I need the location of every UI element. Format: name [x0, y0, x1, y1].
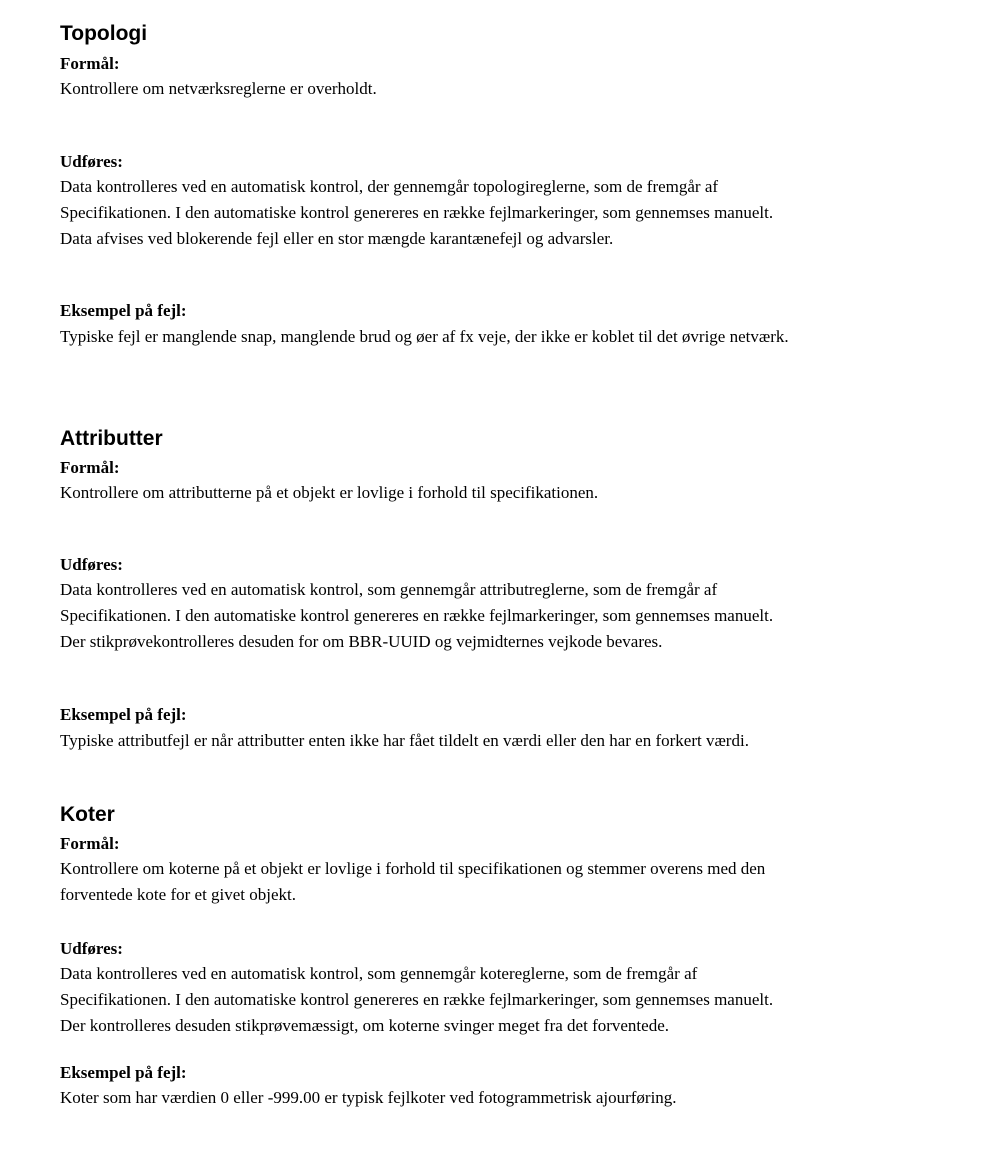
- udfoeres-label: Udføres:: [60, 555, 123, 574]
- section-heading-attributter: Attributter: [60, 427, 163, 450]
- eksempel-text: [60, 728, 960, 754]
- eksempel-label: Eksempel på fejl:: [60, 705, 187, 724]
- eksempel-label: Eksempel på fejl:: [60, 1063, 187, 1082]
- formaal-text: [60, 480, 960, 506]
- text-line: forventede kote for et givet objekt.: [60, 885, 297, 904]
- formaal-text: [60, 76, 960, 102]
- text-line: Data afvises ved blokerende fejl eller en stor mængde karantænefejl og advarsler.: [60, 229, 614, 248]
- formaal-label: Formål:: [60, 54, 120, 73]
- text-line: Typiske fejl er manglende snap, manglende brud og øer af fx veje, der ikke er koblet til det øvrige netværk.: [60, 327, 789, 346]
- text-line: Specifikationen. I den automatiske kontrol genereres en række fejlmarkeringer, som gennemses manuelt.: [60, 990, 774, 1009]
- formaal-label: Formål:: [60, 834, 120, 853]
- udfoeres-label: Udføres:: [60, 152, 123, 171]
- udfoeres-text: [60, 174, 960, 252]
- section-heading-koter: Koter: [60, 803, 115, 826]
- formaal-text: [60, 856, 960, 908]
- udfoeres-text: [60, 577, 960, 655]
- text-line: Data kontrolleres ved en automatisk kontrol, der gennemgår topologireglerne, som de fremgår af: [60, 177, 719, 196]
- text-line: Specifikationen. I den automatiske kontrol genereres en række fejlmarkeringer, som gennemses manuelt.: [60, 606, 774, 625]
- text-line: Der stikprøvekontrolleres desuden for om BBR-UUID og vejmidternes vejkode bevares.: [60, 632, 663, 651]
- text-line: Kontrollere om koterne på et objekt er lovlige i forhold til specifikationen og stemmer overens med den: [60, 859, 766, 878]
- section-heading-topologi: Topologi: [60, 22, 148, 45]
- text-line: Kontrollere om netværksreglerne er overholdt.: [60, 79, 377, 98]
- text-line: Typiske attributfejl er når attributter enten ikke har fået tildelt en værdi eller den har en forkert værdi.: [60, 731, 749, 750]
- text-line: Data kontrolleres ved en automatisk kontrol, som gennemgår kotereglerne, som de fremgår af: [60, 964, 698, 983]
- text-line: Kontrollere om attributterne på et objekt er lovlige i forhold til specifikationen.: [60, 483, 599, 502]
- udfoeres-label: Udføres:: [60, 939, 123, 958]
- text-line: Specifikationen. I den automatiske kontrol genereres en række fejlmarkeringer, som gennemses manuelt.: [60, 203, 774, 222]
- eksempel-label: Eksempel på fejl:: [60, 301, 187, 320]
- text-line: Der kontrolleres desuden stikprøvemæssigt, om koterne svinger meget fra det forventede.: [60, 1016, 669, 1035]
- eksempel-text: [60, 1085, 960, 1111]
- udfoeres-text: [60, 961, 960, 1039]
- eksempel-text: [60, 324, 960, 350]
- formaal-label: Formål:: [60, 458, 120, 477]
- text-line: Koter som har værdien 0 eller -999.00 er typisk fejlkoter ved fotogrammetrisk ajourføring.: [60, 1088, 677, 1107]
- text-line: Data kontrolleres ved en automatisk kontrol, som gennemgår attributreglerne, som de fremgår af: [60, 580, 718, 599]
